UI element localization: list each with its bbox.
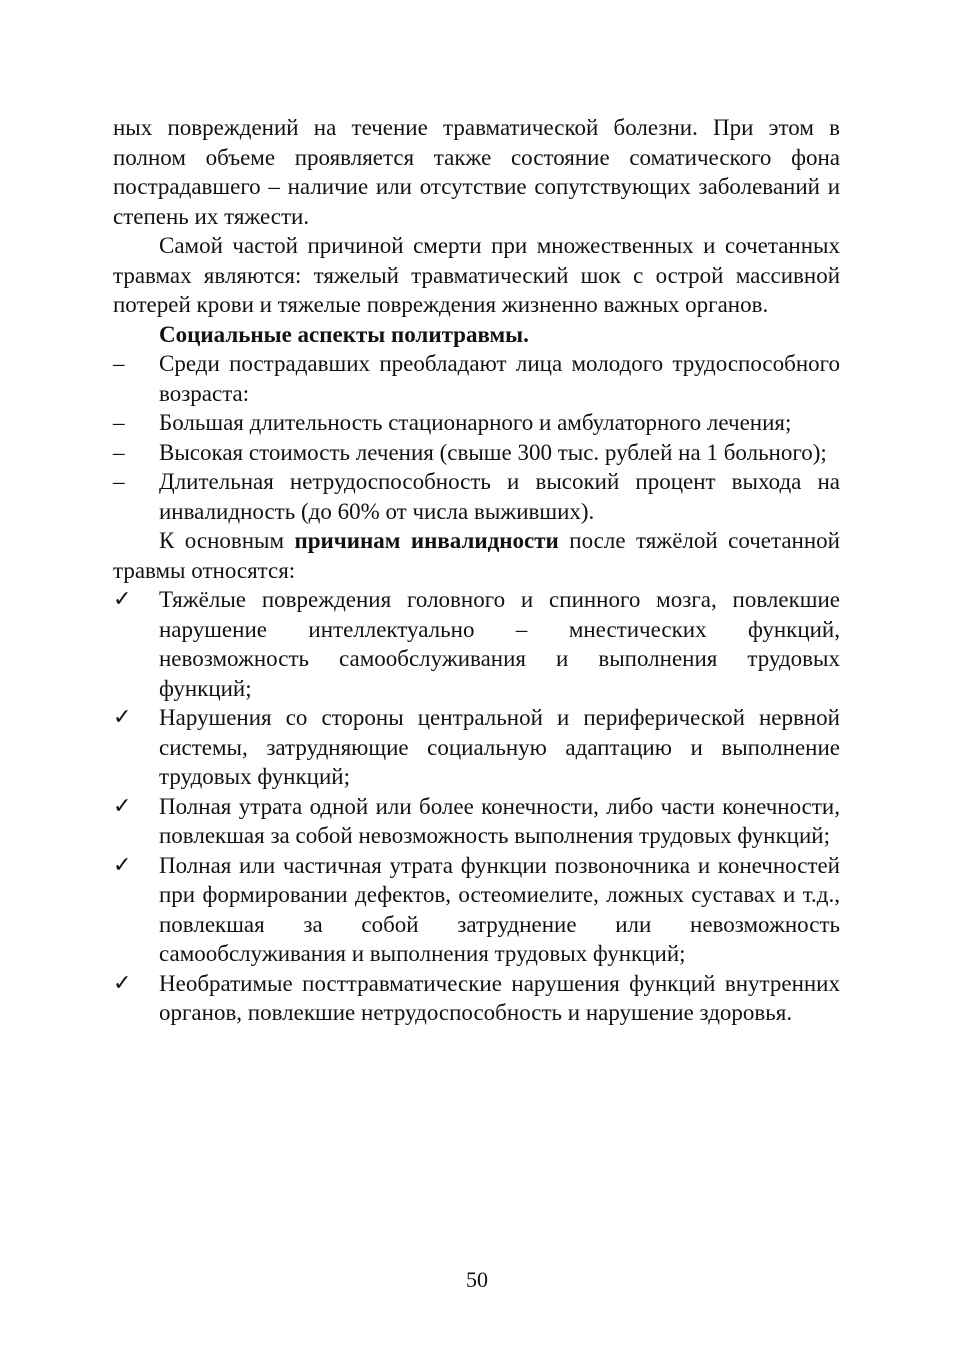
checkmark-icon: ✓ (113, 705, 132, 730)
dash-marker: – (113, 351, 125, 376)
dash-marker: – (113, 469, 125, 494)
dash-marker: – (113, 410, 125, 435)
page-number: 50 (466, 1267, 488, 1292)
social-aspects-heading: Социальные аспекты политравмы. (159, 321, 529, 347)
disability-intro-paragraph (113, 526, 840, 585)
checkmark-icon: ✓ (113, 587, 132, 612)
list-item-text: Большая длительность стационарного и амбулаторного лечения; (159, 410, 792, 435)
disability-intro-bold: причинам инвалидности (294, 528, 559, 553)
social-aspects-list (113, 349, 840, 526)
page-body (113, 113, 840, 1028)
list-item (113, 408, 840, 438)
list-item-text: Полная утрата одной или более конечности, либо части конечности, повлекшая за собой невозможность выполнения трудовых функций; (159, 793, 840, 848)
list-item (113, 349, 840, 408)
checkmark-icon: ✓ (113, 970, 132, 996)
list-item (113, 792, 840, 851)
dash-marker: – (113, 439, 125, 465)
checkmark-icon: ✓ (113, 852, 132, 878)
list-item (113, 585, 840, 703)
checkmark-icon: ✓ (113, 793, 132, 819)
disability-intro-after: после тяжёлой сочетанной травмы относятся: (113, 528, 840, 583)
list-item-text: Необратимые посттравматические нарушения функций внутренних органов, повлекшие нетрудоспособность и нарушение здоровья. (159, 970, 840, 1025)
list-item-text: Среди пострадавших преобладают лица молодого трудоспособного возраста: (159, 351, 840, 406)
list-item-text: Тяжёлые повреждения головного и спинного мозга, повлекшие нарушение интеллектуально – мнестических функций, невозможность самообслуживания и выполнения трудовых функций; (159, 587, 840, 701)
list-item (113, 467, 840, 526)
list-item (113, 703, 840, 792)
disability-intro-before: К основным (159, 528, 295, 553)
continuation-paragraph: ных повреждений на течение травматической болезни. При этом в полном объеме проявляется также состояние соматического фона пострадавшего – наличие или отсутствие сопутствующих заболеваний и степень их тяжести. (113, 115, 840, 229)
list-item-text: Нарушения со стороны центральной и периферической нервной системы, затрудняющие социальную адаптацию и выполнение трудовых функций; (159, 705, 840, 789)
list-item (113, 438, 840, 468)
list-item-text: Высокая стоимость лечения (свыше 300 тыс. рублей на 1 больного); (159, 439, 827, 465)
death-causes-paragraph: Самой частой причиной смерти при множественных и сочетанных травмах являются: тяжелый травматический шок с острой массивной потерей крови и тяжелые повреждения жизненно важных органов. (113, 233, 840, 317)
list-item (113, 851, 840, 969)
disability-causes-list (113, 585, 840, 1028)
list-item-text: Длительная нетрудоспособность и высокий процент выхода на инвалидность (до 60% от числа выживших). (159, 469, 840, 524)
list-item-text: Полная или частичная утрата функции позвоночника и конечностей при формировании дефектов, остеомиелите, ложных суставах и т.д., повлекшая за собой затруднение или невозможность самообслуживания и выполнения трудовых функций; (159, 852, 840, 966)
list-item (113, 969, 840, 1028)
